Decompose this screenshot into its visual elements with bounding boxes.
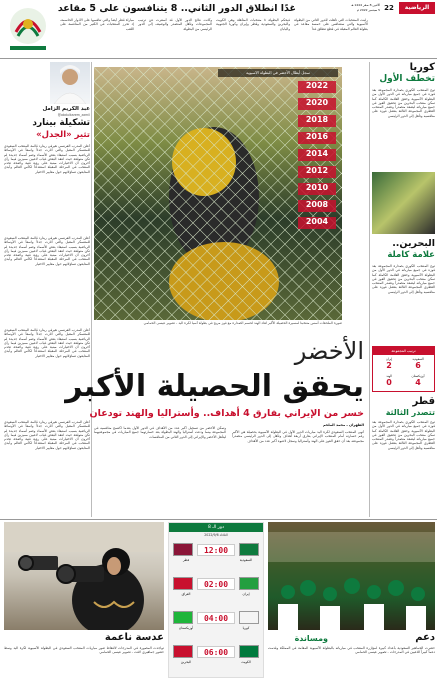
date-line: الاثنين 8 صفر 1444 هـ (350, 3, 380, 7)
sidebar-title-bahrain: البحرين.. (392, 238, 435, 249)
author-avatar-icon (50, 62, 90, 104)
sidebar-photo (372, 172, 435, 234)
standing-label: إيران (385, 357, 393, 361)
main-kicker: الأخضر (294, 337, 364, 365)
home-team: السعودية (239, 558, 253, 562)
home-flag-icon (239, 543, 259, 556)
championship-year: 2022 (298, 81, 336, 93)
left-column-divider (91, 62, 92, 517)
sidebar-title-korea: كوريا (409, 62, 435, 73)
championship-year: 2020 (298, 98, 336, 110)
main-story-col-2: وتمكن الأخضر من تسجيل أكبر عدد من الأهداف في الدور الأول بعدما اكتسح منافسيه في المجموعة بينما ودعت أستراليا والهند البطولة بعد خسارتهما جميع المباريات في مجموعتيهما ليتأهل الأخضر والإيراني إلى الدور الثاني من المنافسات (94, 426, 226, 439)
standing-label: أوزبكستان (411, 374, 425, 378)
masthead-logo: الرياضية (399, 2, 435, 14)
photographer-title: عدسة ناعمة (104, 632, 164, 643)
sidebar-title-qatar: قطر (412, 396, 435, 407)
schedule-match (171, 609, 261, 641)
away-flag-icon (173, 611, 193, 624)
match-time: 06:00 (197, 646, 235, 658)
emblem-logo-icon (4, 2, 52, 54)
schedule-header: دور الـ 8 (169, 523, 263, 532)
standings-box (372, 346, 435, 392)
photo-overlay-title: سجل أبطال الأخضر في البطولة الآسيوية (218, 69, 338, 77)
home-flag-icon (239, 645, 259, 658)
photographer-body: تواجدت المصورة في المدرجات لالتقاط صور مباريات المنتخب السعودي في البطولة الآسيوية لكرة اليد وسط حضور جماهيري لافت - تصوير عيسى الحمامي (4, 646, 164, 655)
match-time: 12:00 (197, 544, 235, 556)
standing-label: السعودية (412, 357, 424, 361)
fans-subtitle: ومساندة (294, 634, 328, 643)
page-number: 22 (384, 4, 394, 12)
opinion-subtitle: تثير «الجدل» (36, 130, 90, 140)
standings-row-2 (375, 357, 403, 373)
standing-label: الهند (386, 374, 392, 378)
sidebar-body-1: توج المنتخب الكوري بصدارة المجموعة بعد فوزه في جميع مبارياته في الدور الأول من البطولة الآسيوية وحقق العلامة الكاملة كما تمكن منتخب البحرين من تحقيق الفوز في جميع مبارياته ليصعد متصدراً وتصدر المنتخب القطري المجموعة الثالثة بفضل فوزه على منافسيه وتأهل إلى الدور الرئيسي (372, 88, 435, 118)
schedule-box (168, 522, 264, 678)
standing-value: 2 (386, 361, 392, 370)
main-byline: الظهران ـ محمد الملحم (322, 423, 364, 427)
schedule-match (171, 643, 261, 675)
photo-caption: صورة الملحقات أسس منتخبنا لمسيرة الحصيلة الأكبر لقاء الهند لحسم الصدارة مع فوز مريح في بطولة آسيا لكرة اليد - تصوير عيسى الحمامي (143, 321, 342, 325)
sidebar-sub-qatar: تتصدر الثالثة (385, 408, 435, 417)
right-sidebar (372, 62, 435, 517)
top-headline: غدًا انطلاق الدور الثاني.. 8 يتنافسون على 5 مقاعد (57, 3, 296, 14)
masthead (300, 2, 435, 16)
away-team: قطر (182, 558, 190, 562)
championship-emblem (4, 2, 52, 54)
photographer-photo (4, 522, 164, 630)
home-team: كوريا (242, 626, 250, 630)
championship-year: 2004 (298, 217, 336, 229)
standing-value: 6 (415, 361, 421, 370)
main-story-col-1: أنهى المنتخب السعودي لكرة اليد مباريات الدور الأول في البطولة الآسيوية بحصيلة هي الأكبر رغم خسارته أمام المنتخب الإيراني بفارق أربعة أهداف وتأهل إلى الدور الرئيسي متصدراً مجموعته بعد أن حقق الفوز على الهند وأستراليا وسجل لاعبوه أكبر عدد من الأهداف (232, 430, 364, 443)
top-divider (0, 58, 437, 59)
fans-body: حضرت الجماهير السعودية بأعداد كبيرة لمؤازرة المنتخب في مبارياته بالبطولة الآسيوية المقامة في المملكة وقدمت دعماً كبيراً للاعبين في المدرجات - تصوير عيسى الحمامي (268, 646, 435, 655)
home-team: إيران (242, 592, 250, 596)
top-column-4: مباراة قطر أيضاً والتي تنافسها على الأدوار الحاسمة، إذ تحرز المنتخبات في الكثير من المنافسة على اللقب (60, 18, 134, 31)
main-photo (94, 67, 342, 320)
home-flag-icon (239, 611, 259, 624)
championship-year: 2018 (298, 115, 336, 127)
main-headline: يحقق الحصيلة الأكبر (65, 369, 364, 404)
standings-row-3 (404, 374, 432, 390)
away-flag-icon (173, 577, 193, 590)
bottom-divider (0, 519, 437, 520)
date-line-2: 5 سبتمبر 2022 م (357, 8, 380, 12)
home-flag-icon (239, 577, 259, 590)
standings-title: ترتيب المجموعة (373, 347, 434, 355)
championship-year: 2010 (298, 183, 336, 195)
author-name: عبد الكريم الزامل (42, 106, 90, 112)
author-photo (50, 62, 90, 104)
fans-photo (268, 522, 435, 630)
championship-year: 2014 (298, 149, 336, 161)
author-handle[interactable]: @abdulkarem_zamil (57, 113, 90, 117)
championship-year: 2016 (298, 132, 336, 144)
away-team: العراق (181, 592, 191, 596)
away-team: البحرين (180, 660, 192, 664)
away-flag-icon (173, 645, 193, 658)
standing-value: 0 (386, 378, 392, 387)
right-sidebar-divider (369, 62, 370, 517)
sidebar-body-3: توج المنتخب الكوري بصدارة المجموعة بعد فوزه في جميع مبارياته في الدور الأول من البطولة الآسيوية وحقق العلامة الكاملة كما تمكن منتخب البحرين من تحقيق الفوز في جميع مبارياته ليصعد متصدراً وتصدر المنتخب القطري المجموعة الثالثة بفضل فوزه على منافسيه وتأهل إلى الدور الرئيسي (372, 420, 435, 450)
opinion-body-1: أعلن المدرب الفرنسي هيرفي رينارد قائمة المنتخب السعودي للمعسكر المقبل والتي أثارت جدلاً واسعاً في الأوساط الرياضية بسبب استبعاد بعض الأسماء وضم أسماء جديدة لم تكن متوقعة حيث انتقد البعض غياب لاعبين مميزين فيما رأى آخرون أن الاختيارات مبنية على رؤية فنية واضحة تخدم المنتخب في المرحلة المقبلة استعداداً لكأس العالم وأبدى المتابعون تساؤلاتهم حول معايير الاختيار (4, 144, 90, 174)
opinion-body-4: أعلن المدرب الفرنسي هيرفي رينارد قائمة المنتخب السعودي للمعسكر المقبل والتي أثارت جدلاً واسعاً في الأوساط الرياضية بسبب استبعاد بعض الأسماء وضم أسماء جديدة لم تكن متوقعة حيث انتقد البعض غياب لاعبين مميزين فيما رأى آخرون أن الاختيارات مبنية على رؤية فنية واضحة تخدم المنتخب في المرحلة المقبلة استعداداً لكأس العالم وأبدى المتابعون تساؤلاتهم حول معايير الاختيار (4, 420, 90, 450)
opinion-title: تشكيلة بينارد (32, 118, 90, 128)
schedule-match (171, 575, 261, 607)
match-time: 04:00 (197, 612, 235, 624)
schedule-match (171, 541, 261, 573)
opinion-body-2: أعلن المدرب الفرنسي هيرفي رينارد قائمة المنتخب السعودي للمعسكر المقبل والتي أثارت جدلاً واسعاً في الأوساط الرياضية بسبب استبعاد بعض الأسماء وضم أسماء جديدة لم تكن متوقعة حيث انتقد البعض غياب لاعبين مميزين فيما رأى آخرون أن الاختيارات مبنية على رؤية فنية واضحة تخدم المنتخب في المرحلة المقبلة استعداداً لكأس العالم وأبدى المتابعون تساؤلاتهم حول معايير الاختيار (4, 236, 90, 266)
match-time: 02:00 (197, 578, 235, 590)
photographer-illustration (4, 522, 164, 630)
top-columns (56, 18, 368, 56)
schedule-date: الثلاثاء 2022/9/6 (204, 533, 228, 537)
top-column-3: وكانت نتائج الدور الأول قد أسفرت عن ترتيب المجموعات وتأهل المتصدر والوصيف إلى الدور الرئيسي من البطولة (138, 18, 212, 31)
sidebar-body-2: توج المنتخب الكوري بصدارة المجموعة بعد فوزه في جميع مبارياته في الدور الأول من البطولة الآسيوية وحقق العلامة الكاملة كما تمكن منتخب البحرين من تحقيق الفوز في جميع مبارياته ليصعد متصدراً وتصدر المنتخب القطري المجموعة الثالثة بفضل فوزه على منافسيه وتأهل إلى الدور الرئيسي (372, 264, 435, 294)
away-team: أوزبكستان (178, 626, 194, 630)
standing-value: 4 (415, 378, 421, 387)
crowd-illustration (268, 522, 435, 630)
opinion-body-3: أعلن المدرب الفرنسي هيرفي رينارد قائمة المنتخب السعودي للمعسكر المقبل والتي أثارت جدلاً واسعاً في الأوساط الرياضية بسبب استبعاد بعض الأسماء وضم أسماء جديدة لم تكن متوقعة حيث انتقد البعض غياب لاعبين مميزين فيما رأى آخرون أن الاختيارات مبنية على رؤية فنية واضحة تخدم المنتخب في المرحلة المقبلة استعداداً لكأس العالم وأبدى المتابعون تساؤلاتهم حول معايير الاختيار (4, 328, 90, 358)
fans-title: دعم (415, 632, 435, 643)
championship-year: 2008 (298, 200, 336, 212)
main-subhead: خسر من الإيراني بفارق 4 أهداف.. وأستراليا والهند تودعان (89, 408, 364, 419)
championship-year: 2012 (298, 166, 336, 178)
top-column-2: فيحكم البطولة ٨ منتخبات المتأهلة وهي الكويت والبحرين والسعودية وقطر وإيران وكوريا الجنوبية واليابان (216, 18, 290, 31)
top-column-1: ر‌ا‌ينت المنتخبات التي تأهلت للدور الثاني من البطولة الآسيوية والتي ستتنافس على خمسة مقاعد في بطولة العالم المقبلة في قطع تنطلق غداً (294, 18, 368, 31)
standings-row-4 (375, 374, 403, 390)
sidebar-sub-korea: تخطف الأول (379, 74, 435, 84)
opinion-column (4, 62, 90, 517)
away-flag-icon (173, 543, 193, 556)
sidebar-sub-bahrain: علامة كاملة (387, 250, 435, 260)
standings-row-1 (404, 357, 432, 373)
home-team: الكويت (241, 660, 251, 664)
